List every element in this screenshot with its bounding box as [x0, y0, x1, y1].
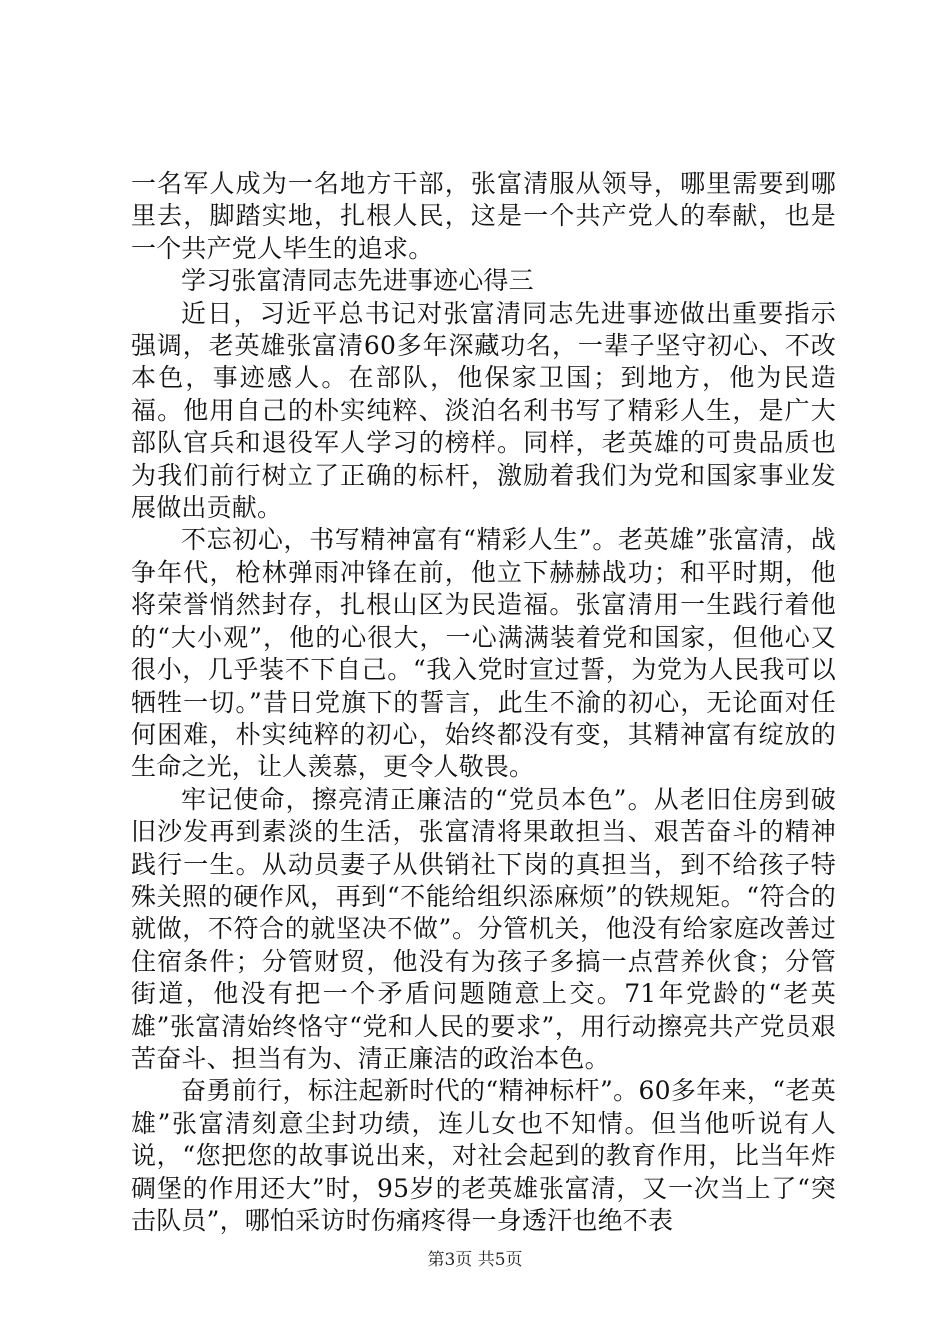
paragraph-forward: 奋勇前行，标注起新时代的“精神标杆”。60多年来，“老英雄”张富清刻意尘封功绩，连儿女也不知情。但当他听说有人说，“您把您的故事说出来，对社会起到的教育作用，比当年炸碉堡的作用还大”时，95岁的老英雄张富清，又一次当上了“突击队员”，哪怕采访时伤痛疼得一身透汗也绝不表 — [131, 1076, 836, 1235]
paragraph-mission: 牢记使命，擦亮清正廉洁的“党员本色”。从老旧住房到破旧沙发再到素淡的生活，张富清将果敢担当、艰苦奋斗的精神践行一生。从动员妻子从供销社下岗的真担当，到不给孩子特殊关照的硬作风，再到“不能给组织添麻烦”的铁规矩。“符合的就做，不符合的就坚决不做”。分管机关，他没有给家庭改善过住宿条件；分管财贸，他没有为孩子多搞一点营养伙食；分管街道，他没有把一个矛盾问题随意上交。71年党龄的“老英雄”张富清始终恪守“党和人民的要求”，用行动擦亮共产党员艰苦奋斗、担当有为、清正廉洁的政治本色。 — [131, 784, 836, 1073]
paragraph-continuation: 一名军人成为一名地方干部，张富清服从领导，哪里需要到哪里去，脚踏实地，扎根人民，这是一个共产党人的奉献，也是一个共产党人毕生的追求。 — [131, 169, 836, 263]
paragraph-intro: 近日，习近平总书记对张富清同志先进事迹做出重要指示强调，老英雄张富清60多年深藏功名，一辈子坚守初心、不改本色，事迹感人。在部队，他保家卫国；到地方，他为民造福。他用自己的朴实纯粹、淡泊名利书写了精彩人生，是广大部队官兵和退役军人学习的榜样。同样，老英雄的可贵品质也为我们前行树立了正确的标杆，激励着我们为党和国家事业发展做出贡献。 — [131, 298, 836, 523]
section-heading: 学习张富清同志先进事迹心得三 — [181, 266, 534, 296]
page-number: 第3页 共5页 — [427, 1250, 523, 1270]
paragraph-original-aspiration: 不忘初心，书写精神富有“精彩人生”。老英雄”张富清，战争年代，枪林弹雨冲锋在前，他立下赫赫战功；和平时期，他将荣誉悄然封存，扎根山区为民造福。张富清用一生践行着他的“大小观”，他的心很大，一心满满装着党和国家，但他心又很小，几乎装不下自己。“我入党时宣过誓，为党为人民我可以牺牲一切。”昔日党旗下的誓言，此生不渝的初心，无论面对任何困难，朴实纯粹的初心，始终都没有变，其精神富有绽放的生命之光，让人羡慕，更令人敬畏。 — [131, 525, 836, 782]
body-text — [131, 168, 836, 1237]
